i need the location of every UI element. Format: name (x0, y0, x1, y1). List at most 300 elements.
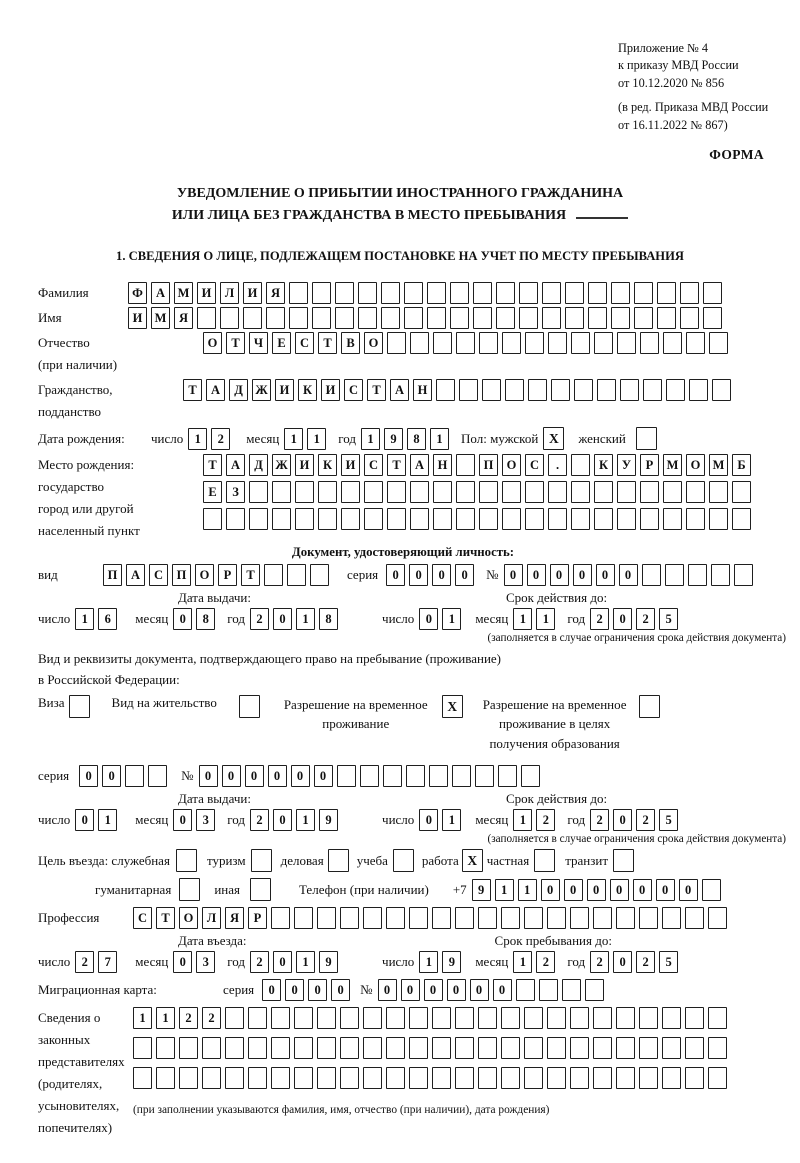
char-cell[interactable] (666, 379, 685, 401)
char-cell[interactable]: 0 (504, 564, 523, 586)
char-cell[interactable] (289, 282, 308, 304)
char-cell[interactable] (542, 307, 561, 329)
char-cell[interactable] (156, 1067, 175, 1089)
char-cell[interactable]: 2 (590, 951, 609, 973)
char-cell[interactable] (496, 282, 515, 304)
char-cell[interactable]: 2 (590, 608, 609, 630)
char-cell[interactable]: 0 (273, 809, 292, 831)
char-cell[interactable]: О (502, 454, 521, 476)
char-cell[interactable]: 0 (173, 608, 192, 630)
char-cell[interactable] (335, 282, 354, 304)
char-cell[interactable] (685, 1007, 704, 1029)
char-cell[interactable]: 9 (472, 879, 491, 901)
char-cell[interactable]: 0 (610, 879, 629, 901)
char-cell[interactable]: 2 (536, 809, 555, 831)
char-cell[interactable] (593, 1037, 612, 1059)
char-cell[interactable] (340, 1037, 359, 1059)
char-cell[interactable] (571, 454, 590, 476)
char-cell[interactable]: 1 (361, 428, 380, 450)
char-cell[interactable] (383, 765, 402, 787)
char-cell[interactable] (271, 1007, 290, 1029)
char-cell[interactable] (708, 1067, 727, 1089)
char-cell[interactable]: Л (202, 907, 221, 929)
char-cell[interactable] (611, 307, 630, 329)
char-cell[interactable] (243, 307, 262, 329)
char-cell[interactable]: П (479, 454, 498, 476)
char-cell[interactable] (594, 508, 613, 530)
char-cell[interactable] (456, 481, 475, 503)
char-cell[interactable] (473, 307, 492, 329)
char-cell[interactable] (340, 907, 359, 929)
char-cell[interactable]: О (195, 564, 214, 586)
char-cell[interactable] (264, 564, 283, 586)
char-cell[interactable] (409, 1067, 428, 1089)
char-cell[interactable] (479, 332, 498, 354)
char-cell[interactable]: П (172, 564, 191, 586)
char-cell[interactable]: С (364, 454, 383, 476)
char-cell[interactable] (642, 564, 661, 586)
char-cell[interactable]: 0 (268, 765, 287, 787)
char-cell[interactable] (525, 508, 544, 530)
char-cell[interactable]: 1 (513, 951, 532, 973)
char-cell[interactable]: 0 (633, 879, 652, 901)
char-cell[interactable] (409, 1007, 428, 1029)
char-cell[interactable]: 0 (291, 765, 310, 787)
char-cell[interactable] (387, 332, 406, 354)
char-cell[interactable] (501, 1037, 520, 1059)
char-cell[interactable] (340, 1007, 359, 1029)
char-cell[interactable]: 1 (296, 809, 315, 831)
char-cell[interactable] (639, 1067, 658, 1089)
char-cell[interactable] (202, 1067, 221, 1089)
char-cell[interactable] (588, 282, 607, 304)
char-cell[interactable] (640, 481, 659, 503)
char-cell[interactable] (542, 282, 561, 304)
char-cell[interactable] (562, 979, 581, 1001)
char-cell[interactable] (317, 907, 336, 929)
rvp-education-checkbox[interactable] (639, 695, 660, 718)
char-cell[interactable] (455, 1037, 474, 1059)
char-cell[interactable] (640, 332, 659, 354)
char-cell[interactable]: 0 (79, 765, 98, 787)
char-cell[interactable] (225, 1007, 244, 1029)
char-cell[interactable]: 2 (211, 428, 230, 450)
char-cell[interactable] (429, 765, 448, 787)
char-cell[interactable] (456, 508, 475, 530)
char-cell[interactable] (519, 282, 538, 304)
char-cell[interactable] (594, 481, 613, 503)
char-cell[interactable] (289, 307, 308, 329)
char-cell[interactable]: М (174, 282, 193, 304)
char-cell[interactable] (593, 907, 612, 929)
char-cell[interactable]: Т (387, 454, 406, 476)
char-cell[interactable]: 2 (636, 951, 655, 973)
char-cell[interactable] (364, 508, 383, 530)
char-cell[interactable]: К (298, 379, 317, 401)
char-cell[interactable]: 0 (386, 564, 405, 586)
char-cell[interactable]: Т (318, 332, 337, 354)
char-cell[interactable] (548, 332, 567, 354)
char-cell[interactable]: 0 (331, 979, 350, 1001)
char-cell[interactable]: 0 (550, 564, 569, 586)
char-cell[interactable] (732, 508, 751, 530)
char-cell[interactable]: Я (225, 907, 244, 929)
char-cell[interactable] (202, 1037, 221, 1059)
char-cell[interactable]: 0 (102, 765, 121, 787)
char-cell[interactable]: М (709, 454, 728, 476)
char-cell[interactable]: 0 (432, 564, 451, 586)
char-cell[interactable] (248, 1037, 267, 1059)
char-cell[interactable]: 0 (613, 608, 632, 630)
char-cell[interactable] (525, 332, 544, 354)
char-cell[interactable]: 0 (199, 765, 218, 787)
char-cell[interactable] (662, 907, 681, 929)
char-cell[interactable] (133, 1067, 152, 1089)
char-cell[interactable] (410, 481, 429, 503)
char-cell[interactable]: 0 (613, 809, 632, 831)
char-cell[interactable]: И (275, 379, 294, 401)
char-cell[interactable] (387, 481, 406, 503)
char-cell[interactable]: . (548, 454, 567, 476)
char-cell[interactable] (479, 508, 498, 530)
char-cell[interactable] (133, 1037, 152, 1059)
purpose-humanitarian-checkbox[interactable] (179, 878, 200, 901)
char-cell[interactable]: П (103, 564, 122, 586)
char-cell[interactable] (616, 907, 635, 929)
char-cell[interactable]: 8 (407, 428, 426, 450)
char-cell[interactable]: 0 (447, 979, 466, 1001)
char-cell[interactable]: И (321, 379, 340, 401)
char-cell[interactable]: 0 (314, 765, 333, 787)
char-cell[interactable] (312, 282, 331, 304)
char-cell[interactable]: 0 (596, 564, 615, 586)
char-cell[interactable] (703, 307, 722, 329)
char-cell[interactable] (482, 379, 501, 401)
char-cell[interactable] (524, 1037, 543, 1059)
char-cell[interactable] (665, 564, 684, 586)
char-cell[interactable] (662, 1037, 681, 1059)
char-cell[interactable] (358, 307, 377, 329)
char-cell[interactable] (432, 907, 451, 929)
char-cell[interactable] (685, 1067, 704, 1089)
char-cell[interactable]: Н (433, 454, 452, 476)
char-cell[interactable]: Я (266, 282, 285, 304)
char-cell[interactable]: О (203, 332, 222, 354)
char-cell[interactable] (271, 1067, 290, 1089)
char-cell[interactable]: А (390, 379, 409, 401)
char-cell[interactable] (433, 508, 452, 530)
char-cell[interactable]: И (243, 282, 262, 304)
char-cell[interactable]: 9 (319, 951, 338, 973)
char-cell[interactable]: С (295, 332, 314, 354)
char-cell[interactable]: Н (413, 379, 432, 401)
char-cell[interactable] (548, 508, 567, 530)
char-cell[interactable]: Ж (252, 379, 271, 401)
char-cell[interactable] (709, 332, 728, 354)
char-cell[interactable] (363, 1037, 382, 1059)
char-cell[interactable]: Т (183, 379, 202, 401)
char-cell[interactable] (639, 907, 658, 929)
char-cell[interactable] (571, 508, 590, 530)
char-cell[interactable] (516, 979, 535, 1001)
char-cell[interactable] (317, 1067, 336, 1089)
char-cell[interactable]: А (126, 564, 145, 586)
char-cell[interactable] (409, 907, 428, 929)
char-cell[interactable] (249, 481, 268, 503)
char-cell[interactable]: 9 (384, 428, 403, 450)
char-cell[interactable]: 3 (196, 951, 215, 973)
char-cell[interactable]: 0 (409, 564, 428, 586)
char-cell[interactable]: 2 (250, 951, 269, 973)
char-cell[interactable] (287, 564, 306, 586)
char-cell[interactable] (593, 1067, 612, 1089)
char-cell[interactable] (685, 1037, 704, 1059)
char-cell[interactable] (585, 979, 604, 1001)
char-cell[interactable] (156, 1037, 175, 1059)
char-cell[interactable] (432, 1037, 451, 1059)
char-cell[interactable] (551, 379, 570, 401)
char-cell[interactable]: 0 (222, 765, 241, 787)
purpose-official-checkbox[interactable] (176, 849, 197, 872)
char-cell[interactable] (680, 307, 699, 329)
char-cell[interactable]: 1 (513, 809, 532, 831)
char-cell[interactable] (248, 1067, 267, 1089)
char-cell[interactable] (295, 481, 314, 503)
char-cell[interactable] (456, 332, 475, 354)
char-cell[interactable] (225, 1037, 244, 1059)
char-cell[interactable]: В (341, 332, 360, 354)
char-cell[interactable]: С (344, 379, 363, 401)
char-cell[interactable]: 2 (75, 951, 94, 973)
char-cell[interactable]: Ж (272, 454, 291, 476)
char-cell[interactable] (341, 481, 360, 503)
char-cell[interactable]: 1 (188, 428, 207, 450)
char-cell[interactable]: 1 (307, 428, 326, 450)
char-cell[interactable]: О (686, 454, 705, 476)
purpose-transit-checkbox[interactable] (613, 849, 634, 872)
char-cell[interactable] (657, 307, 676, 329)
char-cell[interactable]: 2 (636, 608, 655, 630)
char-cell[interactable]: 1 (513, 608, 532, 630)
char-cell[interactable]: 1 (75, 608, 94, 630)
char-cell[interactable] (271, 1037, 290, 1059)
char-cell[interactable]: 0 (75, 809, 94, 831)
char-cell[interactable] (505, 379, 524, 401)
char-cell[interactable]: 0 (285, 979, 304, 1001)
char-cell[interactable] (358, 282, 377, 304)
char-cell[interactable]: И (128, 307, 147, 329)
char-cell[interactable]: 8 (196, 608, 215, 630)
char-cell[interactable]: 0 (587, 879, 606, 901)
char-cell[interactable]: Д (249, 454, 268, 476)
char-cell[interactable]: О (364, 332, 383, 354)
char-cell[interactable] (295, 508, 314, 530)
char-cell[interactable] (432, 1067, 451, 1089)
char-cell[interactable]: А (206, 379, 225, 401)
char-cell[interactable] (502, 508, 521, 530)
char-cell[interactable]: И (197, 282, 216, 304)
char-cell[interactable] (225, 1067, 244, 1089)
char-cell[interactable] (524, 907, 543, 929)
char-cell[interactable]: 1 (442, 608, 461, 630)
char-cell[interactable] (501, 1007, 520, 1029)
char-cell[interactable]: 0 (619, 564, 638, 586)
char-cell[interactable] (571, 332, 590, 354)
char-cell[interactable] (249, 508, 268, 530)
char-cell[interactable]: 0 (564, 879, 583, 901)
char-cell[interactable] (617, 508, 636, 530)
char-cell[interactable] (547, 1067, 566, 1089)
char-cell[interactable]: А (226, 454, 245, 476)
char-cell[interactable] (294, 1007, 313, 1029)
char-cell[interactable] (539, 979, 558, 1001)
char-cell[interactable] (571, 481, 590, 503)
char-cell[interactable] (220, 307, 239, 329)
char-cell[interactable] (574, 379, 593, 401)
char-cell[interactable]: Т (367, 379, 386, 401)
char-cell[interactable] (248, 1007, 267, 1029)
char-cell[interactable] (709, 508, 728, 530)
char-cell[interactable]: 1 (98, 809, 117, 831)
char-cell[interactable]: Р (218, 564, 237, 586)
char-cell[interactable]: Т (203, 454, 222, 476)
char-cell[interactable] (294, 1067, 313, 1089)
char-cell[interactable] (547, 1037, 566, 1059)
visa-checkbox[interactable] (69, 695, 90, 718)
char-cell[interactable] (310, 564, 329, 586)
char-cell[interactable] (360, 765, 379, 787)
char-cell[interactable] (406, 765, 425, 787)
char-cell[interactable]: А (151, 282, 170, 304)
char-cell[interactable]: З (226, 481, 245, 503)
char-cell[interactable] (657, 282, 676, 304)
char-cell[interactable]: 1 (419, 951, 438, 973)
char-cell[interactable] (570, 1007, 589, 1029)
char-cell[interactable] (597, 379, 616, 401)
char-cell[interactable] (475, 765, 494, 787)
char-cell[interactable]: 2 (590, 809, 609, 831)
char-cell[interactable] (318, 481, 337, 503)
char-cell[interactable]: Д (229, 379, 248, 401)
char-cell[interactable] (501, 907, 520, 929)
char-cell[interactable]: 0 (173, 951, 192, 973)
char-cell[interactable]: 0 (308, 979, 327, 1001)
char-cell[interactable] (294, 907, 313, 929)
char-cell[interactable]: Т (241, 564, 260, 586)
char-cell[interactable] (179, 1067, 198, 1089)
char-cell[interactable]: 5 (659, 951, 678, 973)
char-cell[interactable] (363, 1067, 382, 1089)
char-cell[interactable] (459, 379, 478, 401)
char-cell[interactable] (318, 508, 337, 530)
char-cell[interactable]: 8 (319, 608, 338, 630)
char-cell[interactable]: 0 (273, 951, 292, 973)
char-cell[interactable] (125, 765, 144, 787)
char-cell[interactable] (409, 1037, 428, 1059)
char-cell[interactable] (686, 481, 705, 503)
char-cell[interactable] (294, 1037, 313, 1059)
char-cell[interactable] (427, 282, 446, 304)
char-cell[interactable] (271, 907, 290, 929)
char-cell[interactable] (685, 907, 704, 929)
char-cell[interactable]: 1 (284, 428, 303, 450)
char-cell[interactable] (688, 564, 707, 586)
char-cell[interactable]: 0 (470, 979, 489, 1001)
char-cell[interactable] (634, 282, 653, 304)
char-cell[interactable]: 0 (541, 879, 560, 901)
char-cell[interactable]: 5 (659, 809, 678, 831)
char-cell[interactable] (616, 1037, 635, 1059)
char-cell[interactable]: С (133, 907, 152, 929)
char-cell[interactable]: 0 (679, 879, 698, 901)
char-cell[interactable] (565, 307, 584, 329)
char-cell[interactable] (663, 332, 682, 354)
char-cell[interactable]: 1 (133, 1007, 152, 1029)
char-cell[interactable]: С (149, 564, 168, 586)
char-cell[interactable]: 0 (419, 608, 438, 630)
char-cell[interactable]: 5 (659, 608, 678, 630)
char-cell[interactable] (272, 508, 291, 530)
char-cell[interactable] (386, 1037, 405, 1059)
char-cell[interactable]: Я (174, 307, 193, 329)
char-cell[interactable] (521, 765, 540, 787)
char-cell[interactable] (643, 379, 662, 401)
char-cell[interactable]: 6 (98, 608, 117, 630)
residence-permit-checkbox[interactable] (239, 695, 260, 718)
char-cell[interactable]: Л (220, 282, 239, 304)
char-cell[interactable] (525, 481, 544, 503)
char-cell[interactable] (317, 1037, 336, 1059)
char-cell[interactable]: 7 (98, 951, 117, 973)
char-cell[interactable] (594, 332, 613, 354)
char-cell[interactable]: Р (640, 454, 659, 476)
char-cell[interactable] (478, 1007, 497, 1029)
char-cell[interactable]: 0 (378, 979, 397, 1001)
char-cell[interactable] (498, 765, 517, 787)
char-cell[interactable] (547, 907, 566, 929)
purpose-private-checkbox[interactable] (534, 849, 555, 872)
char-cell[interactable] (363, 1007, 382, 1029)
char-cell[interactable] (363, 907, 382, 929)
char-cell[interactable] (616, 1007, 635, 1029)
rvp-checkbox[interactable]: X (442, 695, 463, 718)
char-cell[interactable] (479, 481, 498, 503)
char-cell[interactable]: 0 (455, 564, 474, 586)
char-cell[interactable] (433, 332, 452, 354)
char-cell[interactable] (478, 1067, 497, 1089)
char-cell[interactable] (433, 481, 452, 503)
purpose-tourism-checkbox[interactable] (251, 849, 272, 872)
char-cell[interactable]: 1 (296, 951, 315, 973)
char-cell[interactable]: 0 (493, 979, 512, 1001)
char-cell[interactable]: М (151, 307, 170, 329)
char-cell[interactable] (570, 1067, 589, 1089)
char-cell[interactable]: О (179, 907, 198, 929)
char-cell[interactable]: 9 (442, 951, 461, 973)
char-cell[interactable]: К (594, 454, 613, 476)
char-cell[interactable]: 0 (424, 979, 443, 1001)
char-cell[interactable] (452, 765, 471, 787)
char-cell[interactable]: 2 (536, 951, 555, 973)
char-cell[interactable]: 1 (442, 809, 461, 831)
char-cell[interactable] (496, 307, 515, 329)
char-cell[interactable] (404, 307, 423, 329)
char-cell[interactable] (548, 481, 567, 503)
char-cell[interactable] (386, 1007, 405, 1029)
char-cell[interactable] (364, 481, 383, 503)
char-cell[interactable] (226, 508, 245, 530)
char-cell[interactable] (381, 282, 400, 304)
